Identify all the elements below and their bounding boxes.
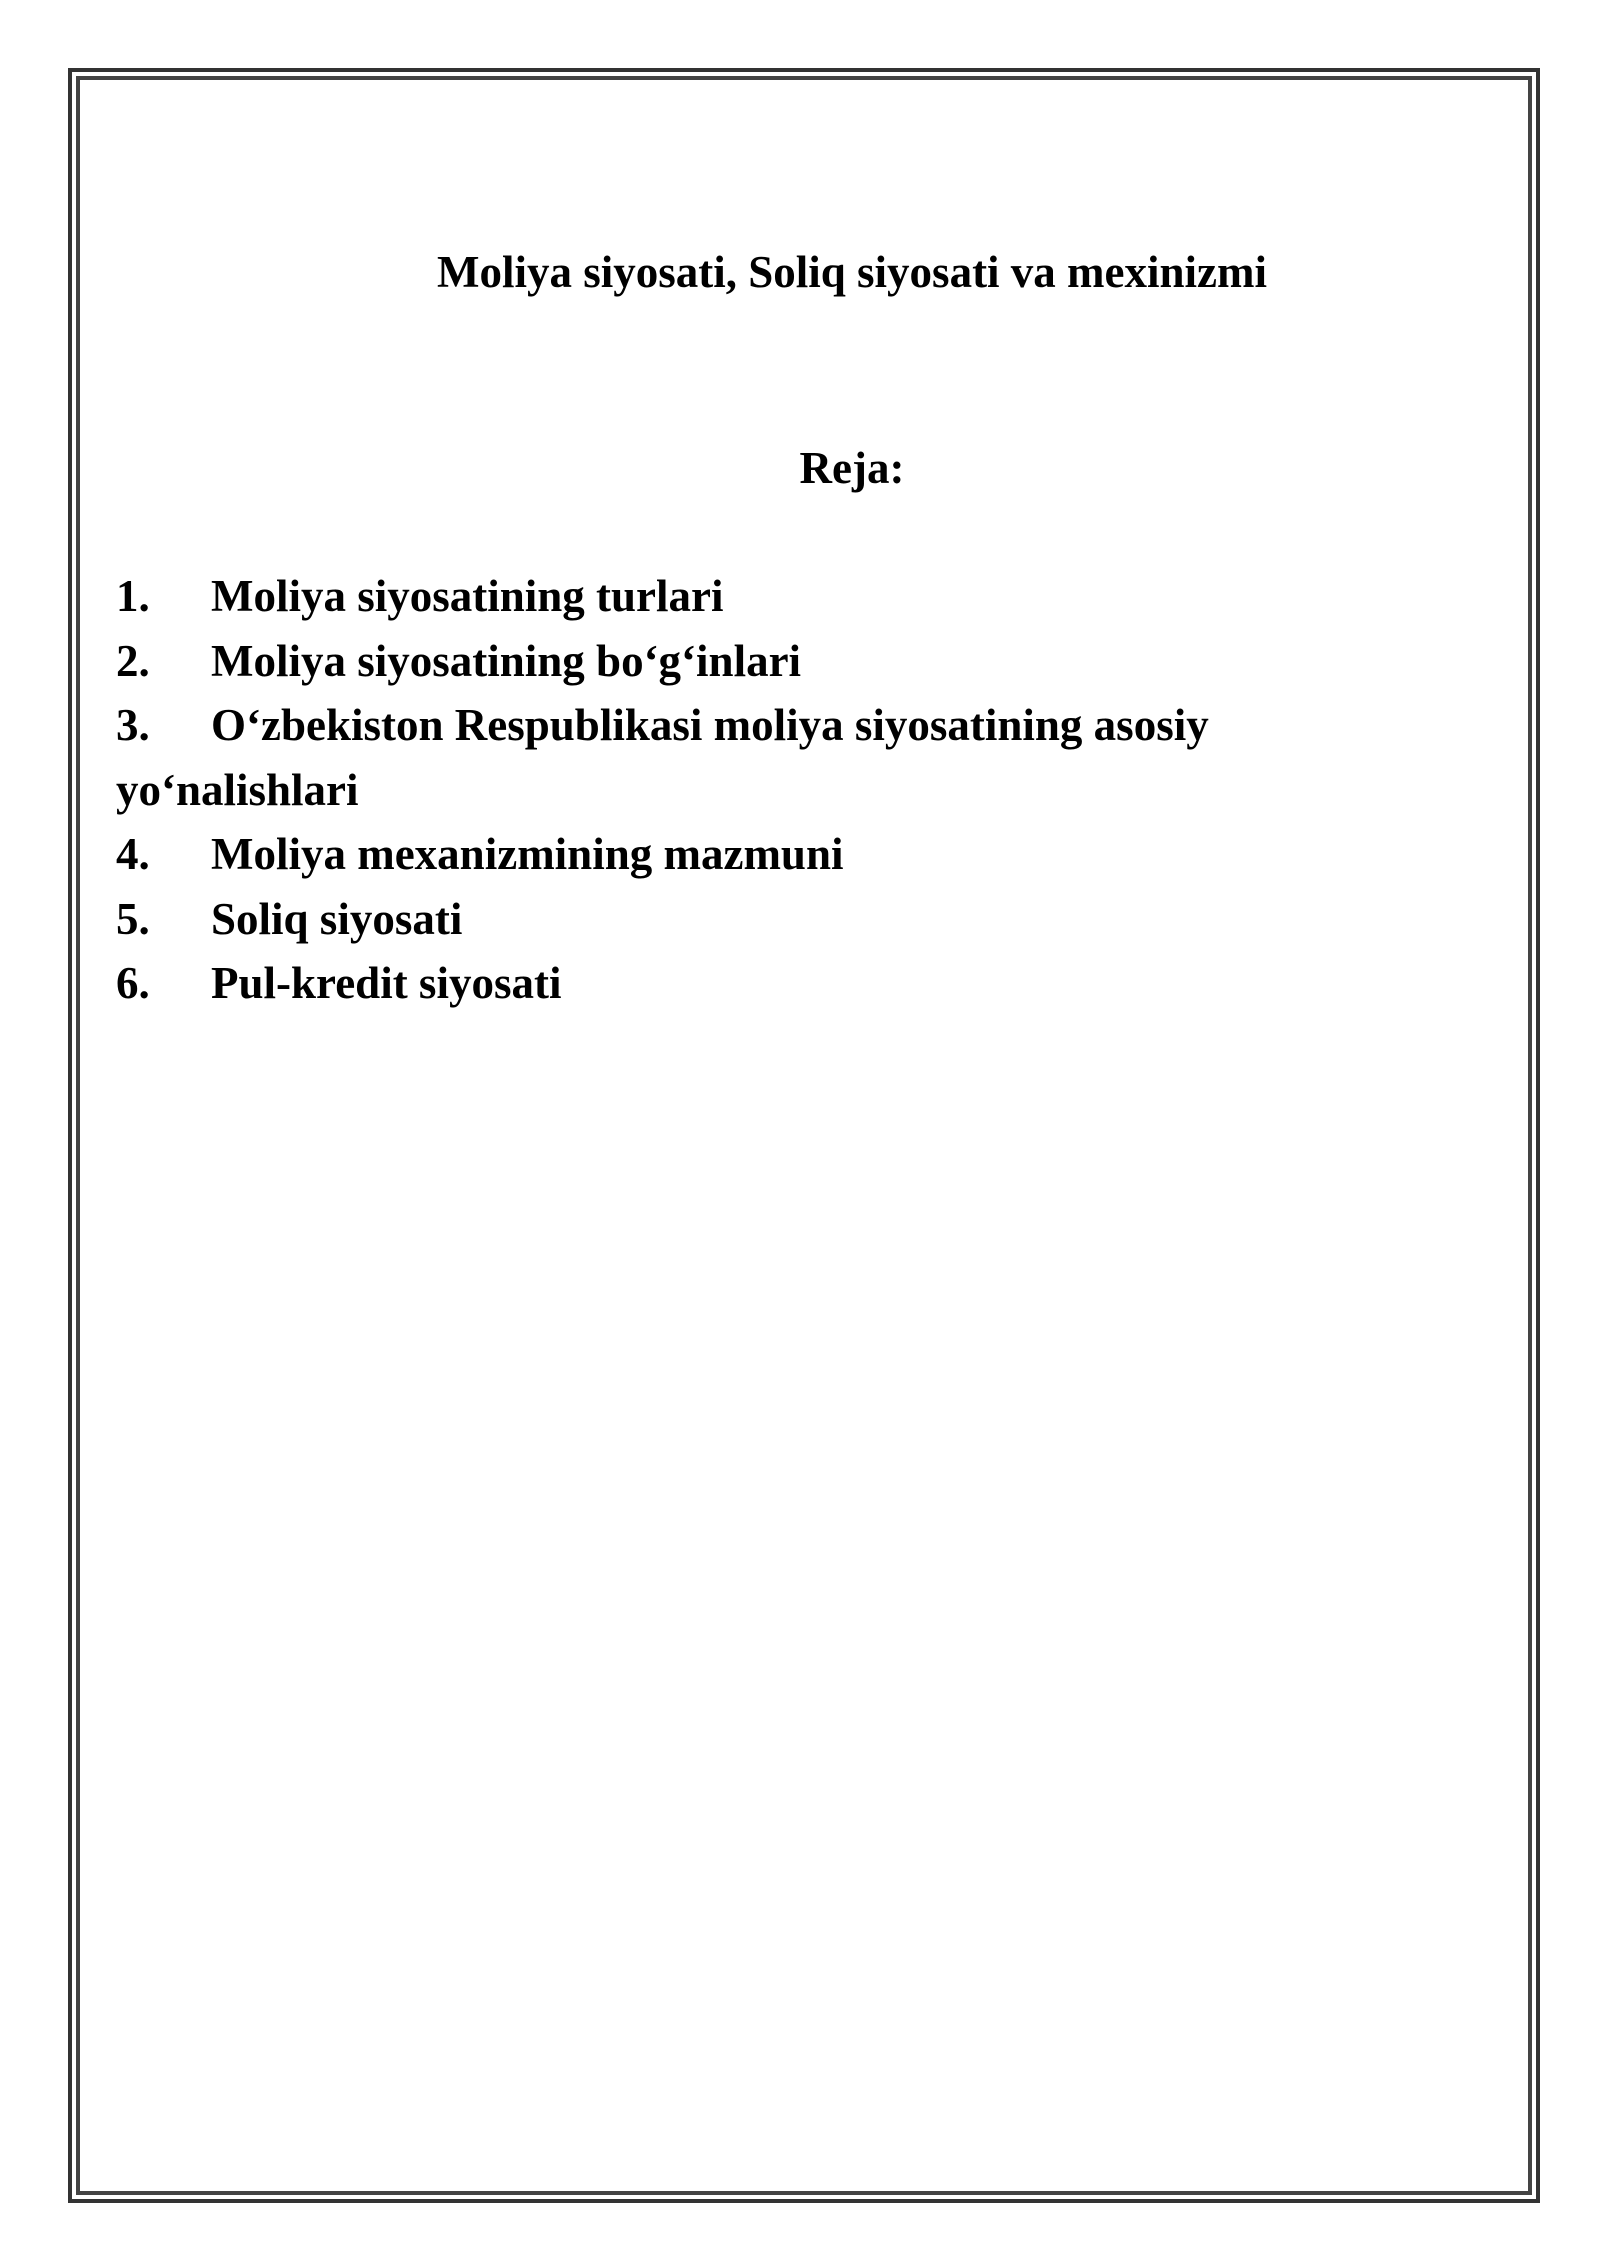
- plan-item-number: 5.: [116, 893, 150, 944]
- plan-item-4: [116, 822, 1356, 887]
- plan-item-number: 1.: [116, 571, 150, 621]
- plan-item-text: Moliya siyosatining bo‘g‘inlari: [211, 635, 802, 686]
- plan-item-3: [116, 693, 1356, 822]
- plan-item-2: [116, 629, 1356, 694]
- plan-item-number: 6.: [116, 958, 150, 1008]
- plan-item-6: [116, 951, 1356, 1016]
- plan-item-text: O‘zbekiston Respublikasi moliya siyosatining asosiy yo‘nalishlari: [116, 700, 1209, 815]
- plan-item-text: Moliya siyosatining turlari: [211, 571, 724, 621]
- plan-item-text: Soliq siyosati: [211, 893, 463, 944]
- document-title: Moliya siyosati, Soliq siyosati va mexinizmi: [436, 247, 1268, 297]
- plan-item-5: [116, 887, 1356, 952]
- plan-item-number: 4.: [116, 829, 150, 879]
- plan-item-text: Moliya mexanizmining mazmuni: [211, 829, 844, 879]
- plan-item-number: 2.: [116, 635, 150, 686]
- plan-list: [116, 564, 1356, 1016]
- plan-item-text: Pul-kredit siyosati: [211, 958, 562, 1008]
- plan-item-number: 3.: [116, 700, 150, 750]
- page-border-inner: [76, 76, 1532, 2195]
- plan-item-1: [116, 564, 1356, 629]
- plan-heading: Reja:: [799, 443, 905, 493]
